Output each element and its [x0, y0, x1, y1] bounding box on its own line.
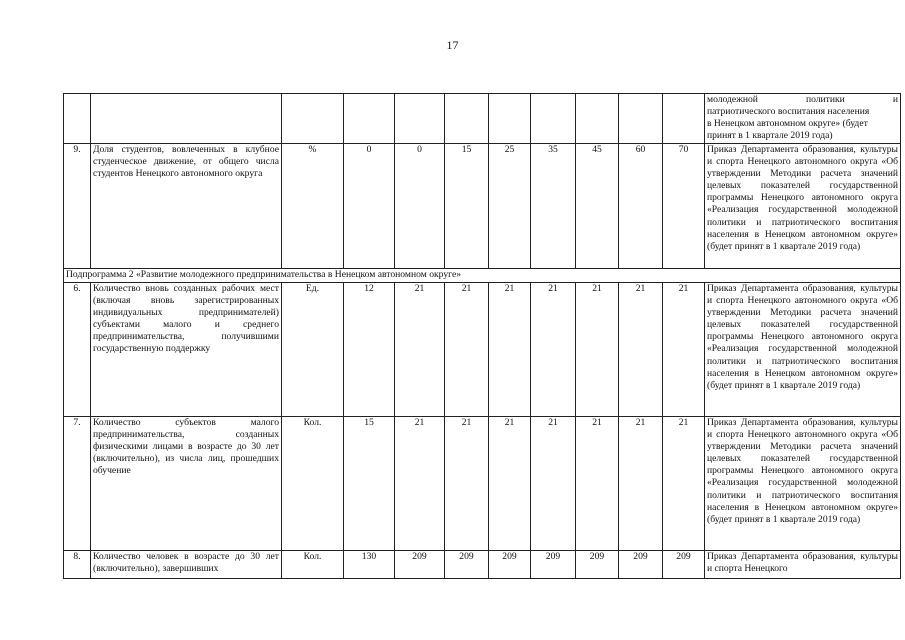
- reference-line: в Ненецком автономном округе» (будет: [707, 118, 868, 130]
- value-cell: 21: [619, 283, 663, 417]
- table-row: [64, 283, 901, 417]
- continuation-unit-cell: [282, 94, 344, 144]
- value-cell: 21: [531, 283, 576, 417]
- row-number: 6.: [64, 283, 91, 417]
- continuation-reference-cell: [705, 94, 901, 144]
- value-cell: 21: [663, 283, 705, 417]
- row-number: 9.: [64, 144, 91, 269]
- reference-document: Приказ Департамента образования, культуры и спорта Ненецкого автономного округа «Об утверждении Методики расчета значений целевых показателей государственной программы Ненецкого автономного округа «Реализация государственной молодежной политики и патриотического воспитания населения в Ненецком автономном округе» (будет принят в 1 квартале 2019 года): [705, 417, 901, 551]
- reference-line: молодежной политики и: [707, 94, 898, 105]
- indicator-name: Количество человек в возрасте до 30 лет (включительно), завершивших: [91, 551, 282, 579]
- value-cell: 21: [489, 417, 531, 551]
- subprogram-title: Подпрограмма 2 «Развитие молодежного предпринимательства в Ненецком автономном округе»: [64, 269, 901, 283]
- continuation-row: [64, 94, 901, 144]
- value-cell: 70: [663, 144, 705, 269]
- unit: Кол.: [282, 417, 344, 551]
- indicator-name: Доля студентов, вовлеченных в клубное студенческое движение, от общего числа студентов Ненецкого автономного округа: [91, 144, 282, 269]
- value-cell: 21: [445, 417, 489, 551]
- value-cell: 15: [344, 417, 395, 551]
- value-cell: 209: [576, 551, 619, 579]
- value-cell: 130: [344, 551, 395, 579]
- value-cell: 0: [344, 144, 395, 269]
- reference-line: принят в 1 квартале 2019 года): [707, 130, 833, 142]
- value-cell: 209: [619, 551, 663, 579]
- value-cell: 209: [489, 551, 531, 579]
- value-cell: 21: [576, 283, 619, 417]
- value-cell: 21: [489, 283, 531, 417]
- row-number: 7.: [64, 417, 91, 551]
- value-cell: 21: [576, 417, 619, 551]
- table-row: [64, 417, 901, 551]
- table-row: [64, 551, 901, 579]
- value-cell: 15: [445, 144, 489, 269]
- value-cell: 209: [531, 551, 576, 579]
- unit: Ед.: [282, 283, 344, 417]
- indicator-name: Количество вновь созданных рабочих мест (включая вновь зарегистрированных индивидуальных предпринимателей) субъектами малого и среднего предпринимательства, получившими государственную поддержку: [91, 283, 282, 417]
- indicator-table: [63, 93, 901, 579]
- value-cell: 35: [531, 144, 576, 269]
- page-number: 17: [446, 38, 459, 52]
- row-number: 8.: [64, 551, 91, 579]
- value-cell: 21: [619, 417, 663, 551]
- value-cell: 60: [619, 144, 663, 269]
- reference-line: патриотического воспитания населения: [707, 106, 870, 118]
- value-cell: 21: [395, 417, 445, 551]
- table-row: [64, 144, 901, 269]
- indicator-name: Количество субъектов малого предпринимательства, созданных физическими лицами в возрасте до 30 лет (включительно), из числа лиц, прошедших обучение: [91, 417, 282, 551]
- continuation-number-cell: [64, 94, 91, 144]
- value-cell: 45: [576, 144, 619, 269]
- value-cell: 209: [395, 551, 445, 579]
- subprogram-row: [64, 269, 901, 283]
- value-cell: 21: [663, 417, 705, 551]
- unit: Кол.: [282, 551, 344, 579]
- reference-document: Приказ Департамента образования, культуры и спорта Ненецкого автономного округа «Об утверждении Методики расчета значений целевых показателей государственной программы Ненецкого автономного округа «Реализация государственной молодежной политики и патриотического воспитания населения в Ненецком автономном округе» (будет принят в 1 квартале 2019 года): [705, 283, 901, 417]
- continuation-name-cell: [91, 94, 282, 144]
- value-cell: 25: [489, 144, 531, 269]
- value-cell: 21: [531, 417, 576, 551]
- value-cell: 0: [395, 144, 445, 269]
- value-cell: 209: [663, 551, 705, 579]
- reference-document: Приказ Департамента образования, культуры и спорта Ненецкого: [705, 551, 901, 579]
- value-cell: 21: [395, 283, 445, 417]
- reference-document: Приказ Департамента образования, культуры и спорта Ненецкого автономного округа «Об утверждении Методики расчета значений целевых показателей государственной программы Ненецкого автономного округа «Реализация государственной молодежной политики и патриотического воспитания населения в Ненецком автономном округе» (будет принят в 1 квартале 2019 года): [705, 144, 901, 269]
- value-cell: 12: [344, 283, 395, 417]
- value-cell: 21: [445, 283, 489, 417]
- value-cell: 209: [445, 551, 489, 579]
- unit: %: [282, 144, 344, 269]
